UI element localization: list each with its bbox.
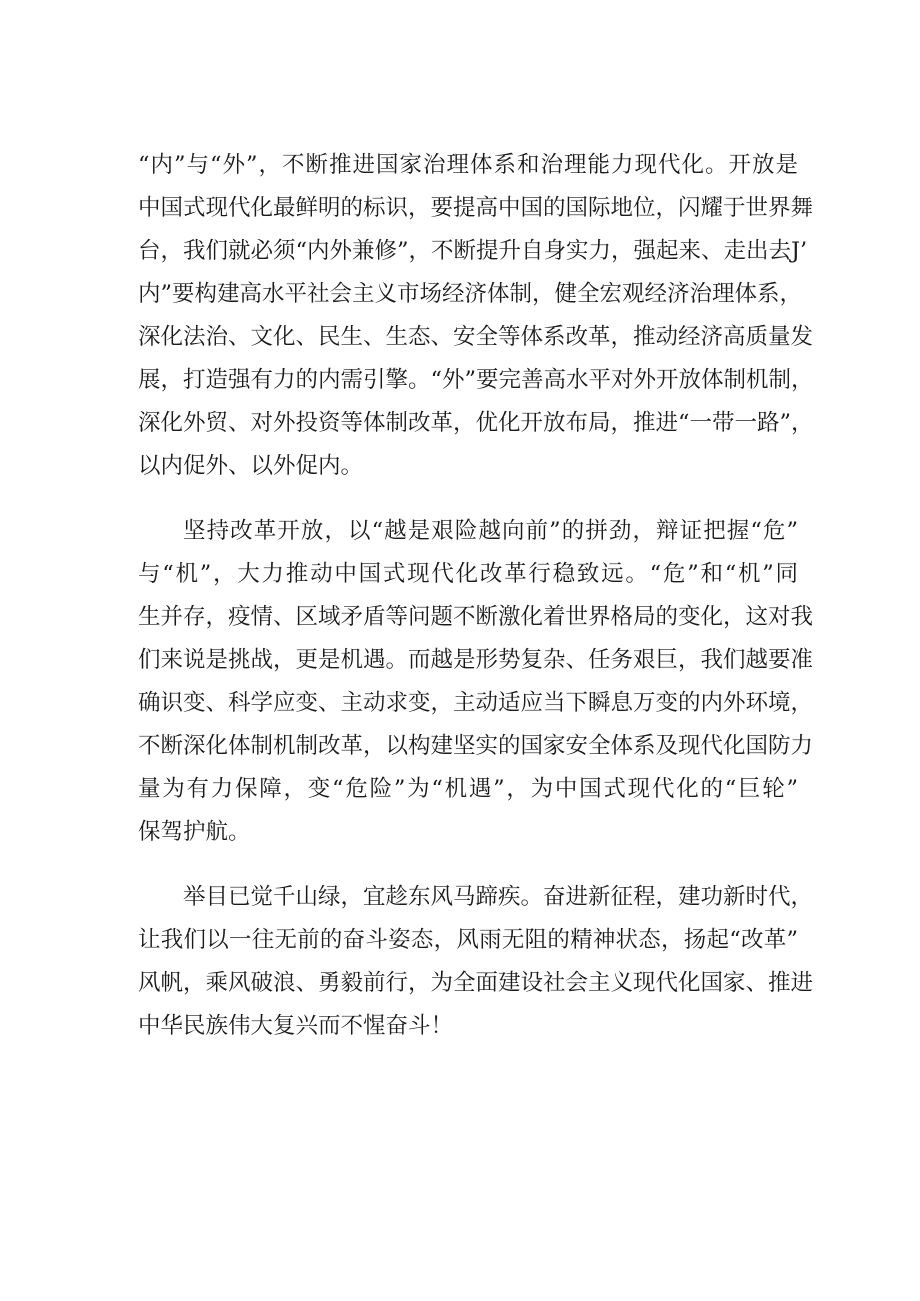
paragraph-line: 让我们以一往无前的奋斗姿态，风雨无阻的精神状态，扬起“改革” [138, 927, 798, 953]
paragraph-line: 中华民族伟大复兴而不惺奋斗！ [138, 1013, 454, 1039]
paragraph-line: 举目已觉千山绿，宜趁东风马蹄疾。奋进新征程，建功新时代， [183, 884, 814, 910]
paragraph-line: “内”与“外”，不断推进国家治理体系和治理能力现代化。开放是 [138, 152, 798, 178]
paragraph-line: 坚持改革开放，以“越是艰险越向前”的拼劲，辩证把握“危” [183, 518, 798, 544]
paragraph-line: 不断深化体制机制改革，以构建坚实的国家安全体系及现代化国防力 [138, 733, 814, 759]
paragraph-line: 确识变、科学应变、主动求变，主动适应当下瞬息万变的内外环境， [138, 690, 814, 716]
paragraph-line: 与“机”，大力推动中国式现代化改革行稳致远。“危”和“机”同 [138, 561, 798, 587]
document-body [138, 144, 814, 1048]
paragraph-line: 深化法治、文化、民生、生态、安全等体系改革，推动经济高质量发 [138, 324, 814, 350]
paragraph-line: 中国式现代化最鲜明的标识，要提高中国的国际地位，闪耀于世界舞 [138, 195, 814, 221]
paragraph-line: 量为有力保障，变“危险”为“机遇”，为中国式现代化的“巨轮” [138, 776, 798, 802]
paragraph-line: 保驾护航。 [138, 819, 251, 845]
paragraph-line: 台，我们就必须“内外兼修”，不断提升自身实力，强起来、走出去J’ [138, 238, 808, 264]
paragraph-2 [138, 510, 814, 854]
paragraph-1 [138, 144, 814, 488]
paragraph-line: 展，打造强有力的内需引擎。“外”要完善高水平对外开放体制机制， [138, 367, 814, 393]
paragraph-line: 内”要构建高水平社会主义市场经济体制，健全宏观经济治理体系， [138, 281, 803, 307]
paragraph-line: 风帆，乘风破浪、勇毅前行，为全面建设社会主义现代化国家、推进 [138, 970, 814, 996]
paragraph-3 [138, 876, 814, 1048]
paragraph-line: 深化外贸、对外投资等体制改革，优化开放布局，推进“一带一路”， [138, 410, 814, 436]
paragraph-spacer [138, 854, 798, 876]
paragraph-line: 以内促外、以外促内。 [138, 453, 364, 479]
paragraph-spacer [138, 488, 798, 510]
paragraph-line: 生并存，疫情、区域矛盾等问题不断激化着世界格局的变化，这对我 [138, 604, 814, 630]
paragraph-line: 们来说是挑战，更是机遇。而越是形势复杂、任务艰巨，我们越要准 [138, 647, 814, 673]
